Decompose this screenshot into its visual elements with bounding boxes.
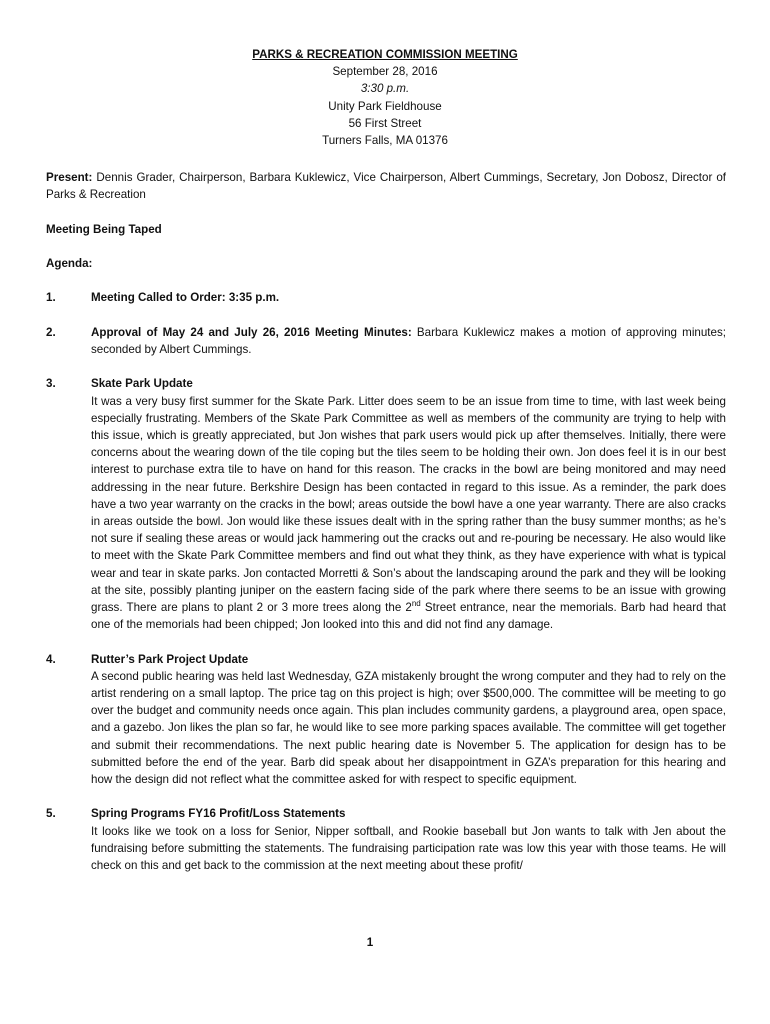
present-label: Present: xyxy=(46,171,93,184)
agenda-item-number: 3. xyxy=(46,377,56,391)
meeting-street: 56 First Street xyxy=(348,116,422,130)
agenda-label: Agenda: xyxy=(46,256,93,270)
agenda-item-heading: Skate Park Update xyxy=(91,377,193,391)
agenda-item-text: Barbara Kuklewicz makes a motion of approving minutes; seconded by Albert Cummings. xyxy=(91,325,726,356)
ordinal-suffix: nd xyxy=(411,599,421,609)
agenda-item-3 xyxy=(46,375,726,633)
meeting-venue: Unity Park Fieldhouse xyxy=(328,99,442,113)
present-line xyxy=(46,169,726,203)
agenda-item-2 xyxy=(46,324,726,358)
agenda-item-heading: Meeting Called to Order: 3:35 p.m. xyxy=(91,291,280,305)
meeting-taped-note: Meeting Being Taped xyxy=(46,222,162,236)
meeting-time: 3:30 p.m. xyxy=(360,82,410,96)
minutes-body xyxy=(46,169,726,874)
agenda-item-text: It looks like we took on a loss for Senior, Nipper softball, and Rookie baseball but Jon wants to talk with Jen about the fundraising before submitting the statements. The fundraising participation rate was low this year with those teams. He will check on this and get back to the commission at the next meeting about these profit/ xyxy=(91,824,726,873)
agenda-item-4 xyxy=(46,651,726,789)
agenda-item-number: 1. xyxy=(46,291,56,305)
agenda-item-number: 2. xyxy=(46,325,56,339)
meeting-title: PARKS & RECREATION COMMISSION MEETING xyxy=(252,48,518,61)
agenda-item-text-continued: Street entrance, near the memorials. Barb had heard that one of the memorials had been chipped; Jon looked into this and did not find any damage. xyxy=(91,601,726,632)
agenda-item-text: It was a very busy first summer for the Skate Park. Litter does seem to be an issue from time to time, with last week being especially frustrating. Members of the Skate Park Committee as well as members of the community are trying to help with this issue, which is greatly appreciated, but Jon wishes that park users would pick up after themselves. Initially, there were concerns about the wearing down of the tile coping but the tiles seem to be holding their own. Jon does feel it is in our best interest to purchase extra tile to have on hand for this reason. The cracks in the bowl are being monitored and may need addressing in the near future. Berkshire Design has been contacted in regard to this issue. As a reminder, the park does have a two year warranty on the cracks in the bowl; areas outside the bowl have a one year warranty. There are also cracks in areas outside the bowl. Jon would like these issues dealt with in the spring rather than the busy summer months; as he’s not sure if sealing these areas or would jack hammering out the cracks out and re-pouring be necessary. He also would like to meet with the Skate Park Committee members and find out what they think, as they have experience with what is typical wear and tear in skate parks. Jon contacted Morretti & Son’s about the landscaping around the park and they will be looking at the site, possibly planting juniper on the eastern facing side of the park where there seems to be an issue with growing grass. There are plans to plant 2 or 3 more trees along the 2 xyxy=(91,394,726,614)
agenda-item-heading: Spring Programs FY16 Profit/Loss Statements xyxy=(91,807,346,821)
present-text: Dennis Grader, Chairperson, Barbara Kuklewicz, Vice Chairperson, Albert Cummings, Secretary, Jon Dobosz, Director of Parks & Recreation xyxy=(46,171,726,202)
agenda-item-5 xyxy=(46,805,726,874)
agenda-item-heading: Rutter’s Park Project Update xyxy=(91,652,249,666)
agenda-item-number: 5. xyxy=(46,807,56,821)
agenda-item-text: A second public hearing was held last Wednesday, GZA mistakenly brought the wrong computer and they had to rely on the artist rendering on a small laptop. The price tag on this project is high; over $500,000. The committee will be meeting to go over the budget and community needs once again. This plan includes community gardens, a playground area, open space, and a gazebo. Jon likes the plan so far, he would like to see more parking spaces available. The committee will get together and submit their recommendations. The next public hearing date is November 5. The application for design has to be submitted before the end of the year. Barb did speak about her disappointment in GZA’s preparation for this hearing and how the design did not reflect what the committee asked for with respect to specific equipment. xyxy=(91,669,726,787)
agenda-item-1 xyxy=(46,289,726,306)
meeting-header xyxy=(0,46,770,149)
agenda-item-heading: Approval of May 24 and July 26, 2016 Meeting Minutes: xyxy=(91,325,412,339)
meeting-city: Turners Falls, MA 01376 xyxy=(322,133,448,147)
page-number: 1 xyxy=(366,936,374,949)
meeting-date: September 28, 2016 xyxy=(332,65,438,79)
agenda-item-number: 4. xyxy=(46,652,56,666)
